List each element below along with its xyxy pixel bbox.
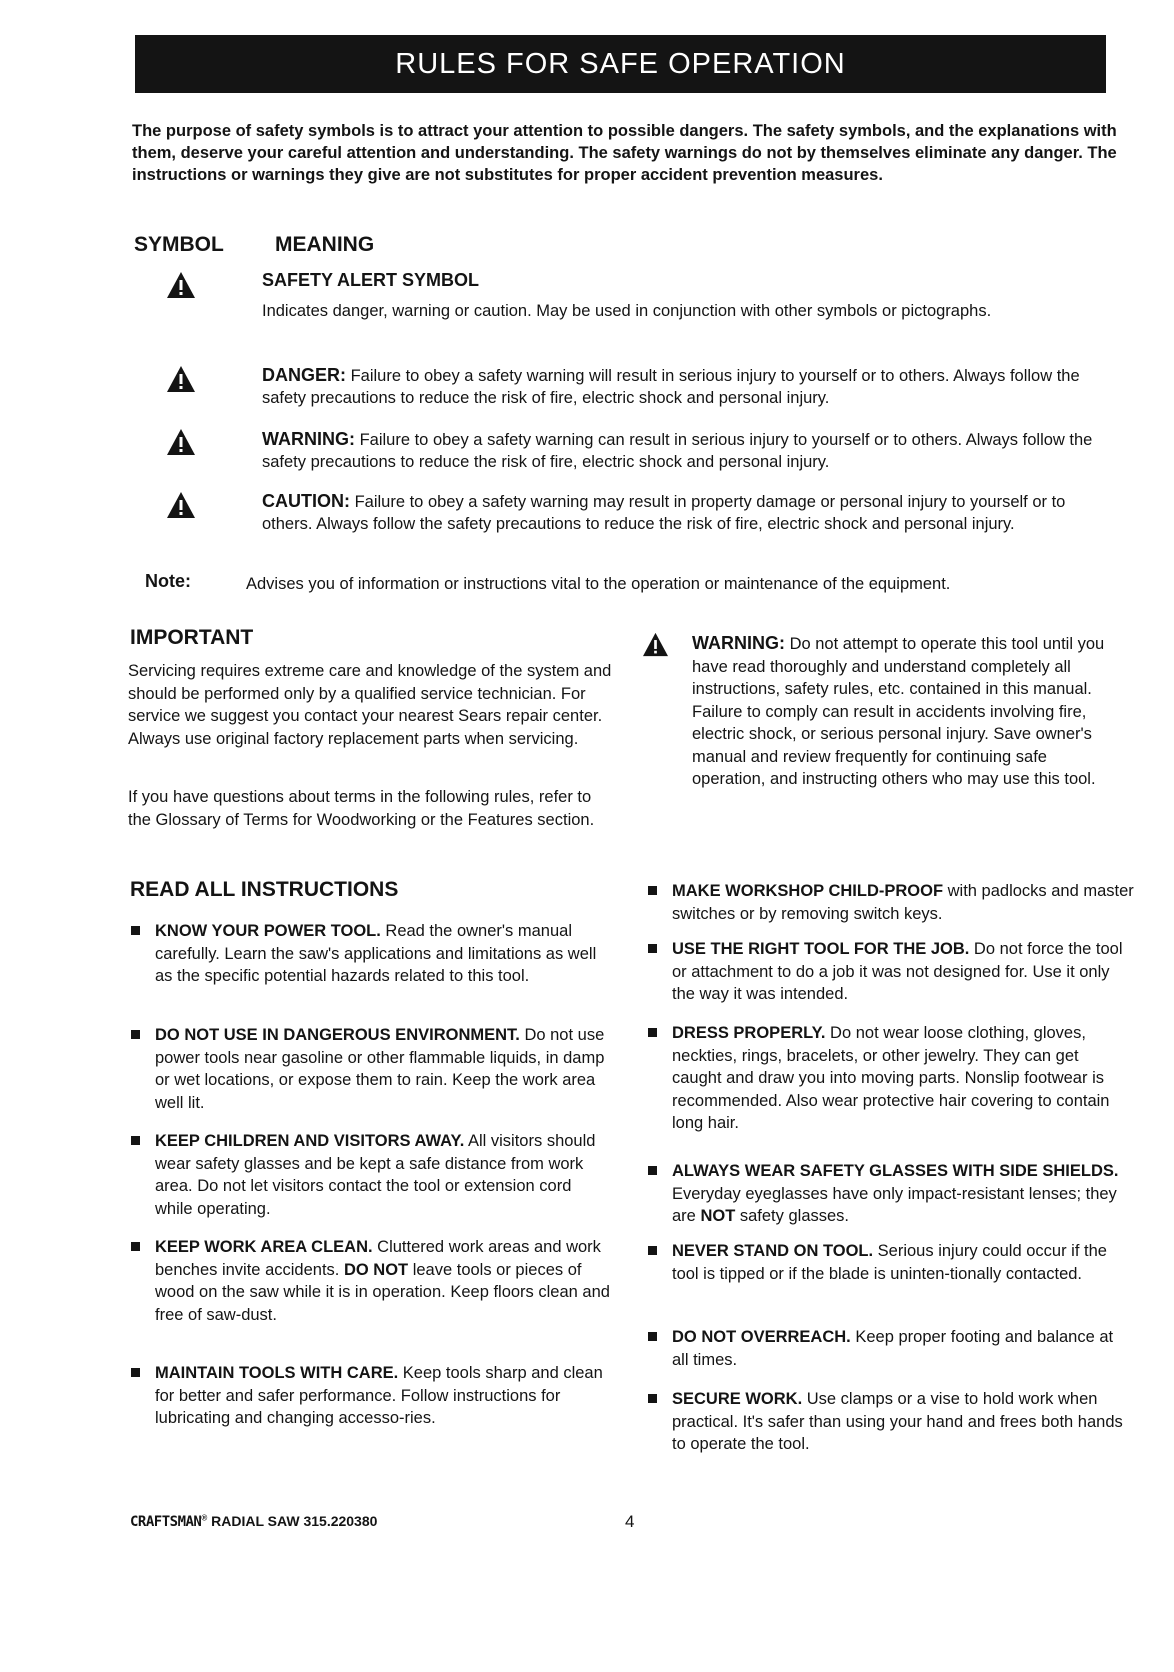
bullet-square	[131, 926, 140, 935]
rule-overreach	[648, 1326, 1128, 1371]
rule-text: Use clamps or a vise to hold work when practical. It's safer than using your hand and frees both hands to operate the tool.	[672, 1390, 1123, 1453]
warning-box-alert-icon	[642, 632, 669, 657]
warning-text: Failure to obey a safety warning can result in serious injury to yourself or to others. Always follow the safety precautions to reduce the risk of fire, electric shock and personal injury.	[262, 431, 1093, 471]
footer-model	[130, 1513, 377, 1530]
rule-title: MAKE WORKSHOP CHILD-PROOF	[672, 882, 944, 900]
bullet-square	[648, 1246, 657, 1255]
rule-text: Keep proper footing and balance at all times.	[672, 1328, 1114, 1369]
warning-box-label: WARNING:	[692, 633, 785, 653]
rule-text: Read the owner's manual carefully. Learn the saw's applications and limitations as well as the specific potential hazards related to this tool.	[155, 922, 597, 985]
section-banner	[135, 35, 1106, 93]
rule-dress-properly	[648, 1022, 1128, 1135]
rule-text: Do not force the tool or attachment to do a job it was not designed for. Use it only the way it was intended.	[672, 940, 1123, 1003]
danger-alert-icon	[166, 365, 196, 393]
rule-text: Do not use power tools near gasoline or other flammable liquids, in damp or wet locations, or expose them to rain. Keep the work area well lit.	[155, 1026, 605, 1112]
rule-emphasis: DO NOT	[343, 1260, 409, 1279]
rule-safety-glasses	[648, 1160, 1128, 1228]
caution-definition	[262, 490, 1117, 535]
caution-alert-icon	[166, 491, 196, 519]
warning-alert-icon	[166, 428, 196, 456]
rule-title: KEEP CHILDREN AND VISITORS AWAY.	[155, 1132, 465, 1150]
warning-label: WARNING:	[262, 429, 355, 449]
intro-paragraph: The purpose of safety symbols is to attract your attention to possible dangers. The safety symbols, and the explanations with them, deserve your careful attention and understanding. The safety warnings do not by themselves eliminate any danger. The instructions or warnings they give are not substitutes for proper accident prevention measures.	[132, 122, 1117, 184]
rule-children-visitors	[131, 1130, 613, 1220]
rule-title: MAINTAIN TOOLS WITH CARE.	[155, 1364, 399, 1382]
bullet-square	[648, 944, 657, 953]
brand-logo: CRAFTSMAN	[130, 1514, 202, 1530]
bullet-square	[131, 1030, 140, 1039]
rule-title: DO NOT USE IN DANGEROUS ENVIRONMENT.	[155, 1026, 520, 1044]
meaning-header: MEANING	[275, 233, 375, 256]
safety-alert-text: Indicates danger, warning or caution. May be used in conjunction with other symbols or pictographs.	[262, 302, 992, 320]
rule-title: KNOW YOUR POWER TOOL.	[155, 922, 381, 940]
rule-child-proof	[648, 880, 1134, 925]
warning-definition	[262, 428, 1117, 473]
safety-alert-icon	[166, 271, 196, 299]
brand-registered-mark: ®	[201, 1513, 208, 1523]
important-paragraph-2: If you have questions about terms in the following rules, refer to the Glossary of Terms for Woodworking or the Features section.	[128, 788, 595, 829]
rule-title: KEEP WORK AREA CLEAN.	[155, 1238, 373, 1256]
rule-title: ALWAYS WEAR SAFETY GLASSES WITH SIDE SHIELDS.	[672, 1162, 1119, 1180]
bullet-square	[648, 1028, 657, 1037]
warning-box-text	[692, 632, 1122, 791]
rule-secure-work	[648, 1388, 1128, 1456]
read-all-heading: READ ALL INSTRUCTIONS	[130, 878, 399, 901]
rule-emphasis: NOT	[700, 1207, 736, 1225]
note-text: Advises you of information or instructions vital to the operation or maintenance of the equipment.	[246, 575, 951, 593]
rule-title: DRESS PROPERLY.	[672, 1024, 826, 1042]
rule-work-area-clean	[131, 1236, 613, 1326]
rule-text: All visitors should wear safety glasses and be kept a safe distance from work area. Do not let visitors contact the tool or extension cord while operating.	[155, 1132, 596, 1218]
rule-dangerous-environment	[131, 1024, 613, 1114]
model-number: RADIAL SAW 315.220380	[207, 1513, 378, 1529]
page-number: 4	[625, 1512, 635, 1531]
rule-title: USE THE RIGHT TOOL FOR THE JOB.	[672, 940, 970, 958]
danger-definition	[262, 364, 1117, 409]
rule-text: Cluttered work areas and work benches invite accidents.	[155, 1238, 601, 1279]
rule-text: Serious injury could occur if the tool is tipped or if the blade is uninten-tionally contacted.	[672, 1242, 1107, 1283]
rule-title: NEVER STAND ON TOOL.	[672, 1242, 874, 1260]
rule-text: with padlocks and master switches or by removing switch keys.	[672, 882, 1134, 923]
rule-know-power-tool	[131, 920, 613, 988]
rule-title: SECURE WORK.	[672, 1390, 803, 1408]
rule-never-stand	[648, 1240, 1128, 1285]
note-label: Note:	[145, 571, 191, 591]
symbol-header: SYMBOL	[134, 233, 224, 256]
rule-text-continued: safety glasses.	[735, 1207, 850, 1225]
safety-alert-title: SAFETY ALERT SYMBOL	[262, 270, 480, 290]
banner-title: RULES FOR SAFE OPERATION	[395, 47, 846, 80]
rule-maintain-tools	[131, 1362, 613, 1430]
caution-text: Failure to obey a safety warning may result in property damage or personal injury to yourself or to others. Always follow the safety precautions to reduce the risk of fire, electric shock and personal injury.	[262, 493, 1066, 533]
important-heading: IMPORTANT	[130, 626, 254, 649]
caution-label: CAUTION:	[262, 491, 350, 511]
important-paragraph-1: Servicing requires extreme care and knowledge of the system and should be performed only by a qualified service technician. For service we suggest you contact your nearest Sears repair center. Always use original factory replacement parts when servicing.	[128, 662, 612, 748]
danger-text: Failure to obey a safety warning will result in serious injury to yourself or to others. Always follow the safety precautions to reduce the risk of fire, electric shock and personal injury.	[262, 367, 1080, 407]
bullet-square	[648, 1394, 657, 1403]
rule-title: DO NOT OVERREACH.	[672, 1328, 851, 1346]
bullet-square	[648, 1166, 657, 1175]
bullet-square	[648, 1332, 657, 1341]
rule-text: Everyday eyeglasses have only impact-resistant lenses; they are	[672, 1184, 1117, 1225]
bullet-square	[131, 1136, 140, 1145]
rule-text-continued: leave tools or pieces of wood on the saw while it is in operation. Keep floors clean and free of saw-dust.	[155, 1260, 610, 1324]
warning-box-body: Do not attempt to operate this tool until you have read thoroughly and understand completely all instructions, safety rules, etc. contained in this manual. Failure to comply can result in accidents involving fire, electric shock, or serious personal injury. Save owner's manual and review frequently for continuing safe operation, and instructing others who may use this tool.	[692, 635, 1105, 788]
rule-right-tool	[648, 938, 1128, 1006]
danger-label: DANGER:	[262, 365, 346, 385]
bullet-square	[648, 886, 657, 895]
rule-text: Do not wear loose clothing, gloves, neckties, rings, bracelets, or other jewelry. They can get caught and draw you into moving parts. Nonslip footwear is recommended. Also wear protective hair covering to contain long hair.	[672, 1024, 1110, 1132]
rule-text: Keep tools sharp and clean for better and safer performance. Follow instructions for lubricating and changing accesso-ries.	[155, 1364, 603, 1427]
bullet-square	[131, 1242, 140, 1251]
bullet-square	[131, 1368, 140, 1377]
